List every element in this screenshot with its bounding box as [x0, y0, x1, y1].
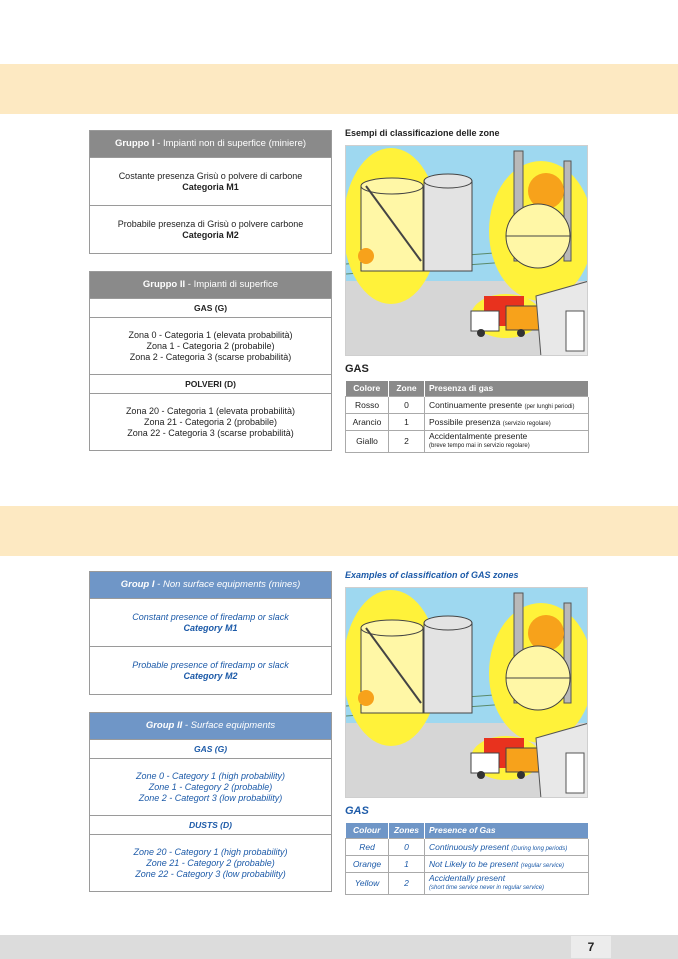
it-group1-row2-text: Probabile presenza di Grisù o polvere carbone [117, 218, 304, 229]
table-header-row [346, 381, 589, 396]
presence-text: Continuously present [429, 841, 509, 852]
table-row [346, 855, 589, 872]
it-dust-zone-line: Zona 21 - Categoria 2 (probabile) [143, 416, 278, 427]
color-cell: Giallo [346, 430, 389, 452]
it-group1-row1-text: Costante presenza Grisù o polvere di carbone [118, 170, 303, 181]
top-band [0, 64, 678, 114]
en-group1-row1 [90, 598, 331, 646]
presence-text: Accidentally present [429, 873, 506, 883]
en-gas-title: GAS [345, 805, 369, 817]
en-gas-zone-line: Zone 0 - Category 1 (high probability) [135, 770, 286, 781]
it-gas-zone-line: Zona 0 - Categoria 1 (elevata probabilità) [128, 329, 293, 340]
en-gas-label: GAS (G) [90, 739, 331, 758]
en-gas-zones [90, 758, 331, 815]
en-group1-row1-category: Category M1 [183, 622, 238, 633]
color-cell: Yellow [346, 872, 389, 894]
presence-text: Accidentalmente presente [429, 431, 528, 441]
en-group2-title-rest: - Surface equipments [182, 720, 276, 731]
table-header-row [346, 823, 589, 838]
hazard-zone-illustration [346, 146, 588, 356]
en-group1-row1-text: Constant presence of firedamp or slack [132, 611, 289, 622]
en-gas-zone-line: Zone 1 - Category 2 (probable) [148, 781, 273, 792]
it-group1-row2 [90, 205, 331, 253]
zone-cell: 1 [389, 855, 425, 872]
table-row [346, 872, 589, 894]
it-zone-illustration [345, 145, 588, 356]
it-gas-title: GAS [345, 363, 369, 375]
en-dust-label: DUSTS (D) [90, 815, 331, 834]
en-group1-title-bold: Group I [120, 579, 155, 590]
presence-cell [425, 872, 589, 894]
it-group1-row1 [90, 157, 331, 205]
it-group2-box [89, 271, 332, 451]
color-cell: Rosso [346, 396, 389, 413]
it-dust-zones [90, 393, 331, 450]
it-group1-row1-category: Categoria M1 [182, 181, 239, 192]
en-group1-box [89, 571, 332, 695]
it-group2-header [90, 272, 331, 298]
en-group2-title-bold: Group II [145, 720, 183, 731]
it-group1-title-bold: Gruppo I [114, 138, 155, 149]
it-caption: Esempi di classificazione delle zone [345, 128, 500, 138]
column-header: Presence of Gas [425, 823, 589, 838]
hazard-zone-illustration [346, 588, 588, 798]
it-dust-zone-line: Zona 22 - Categoria 3 (scarse probabilità) [127, 427, 294, 438]
presence-note: (breve tempo mai in servizio regolare) [429, 443, 530, 449]
presence-cell [425, 396, 589, 413]
page-number: 7 [571, 936, 611, 958]
en-group1-header [90, 572, 331, 598]
presence-note: (regular service) [520, 862, 565, 869]
zone-cell: 1 [389, 413, 425, 430]
en-dust-zone-line: Zone 20 - Category 1 (high probability) [133, 846, 288, 857]
column-header: Presenza di gas [425, 381, 589, 396]
it-group1-header [90, 131, 331, 157]
it-gas-zones [90, 317, 331, 374]
column-header: Colore [346, 381, 389, 396]
presence-cell [425, 430, 589, 452]
presence-cell [425, 838, 589, 855]
zone-cell: 0 [389, 396, 425, 413]
table-row [346, 396, 589, 413]
it-group2-title-bold: Gruppo II [142, 279, 186, 290]
en-dust-zone-line: Zone 21 - Category 2 (probable) [146, 857, 275, 868]
presence-text: Not Likely to be present [429, 858, 519, 869]
color-cell: Red [346, 838, 389, 855]
en-group1-title-rest: - Non surface equipments (mines) [154, 579, 301, 590]
en-caption: Examples of classification of GAS zones [345, 570, 519, 580]
it-dust-label: POLVERI (D) [90, 374, 331, 393]
zone-cell: 2 [389, 872, 425, 894]
it-gas-zone-line: Zona 1 - Categoria 2 (probabile) [146, 340, 275, 351]
it-gas-table [345, 381, 589, 453]
it-group2-title-rest: - Impianti di superfice [185, 279, 279, 290]
it-group1-box [89, 130, 332, 254]
column-header: Zone [389, 381, 425, 396]
table-row [346, 838, 589, 855]
en-group1-row2 [90, 646, 331, 694]
column-header: Zones [389, 823, 425, 838]
presence-note: (short time service never in regular service) [429, 885, 545, 891]
presence-cell [425, 413, 589, 430]
zone-cell: 0 [389, 838, 425, 855]
en-gas-table [345, 823, 589, 895]
color-cell: Orange [346, 855, 389, 872]
middle-band [0, 506, 678, 556]
presence-note: (servizio regolare) [502, 420, 551, 427]
table-row [346, 413, 589, 430]
presence-text: Possibile presenza [429, 416, 501, 427]
en-zone-illustration [345, 587, 588, 798]
en-gas-zone-line: Zone 2 - Categort 3 (low probability) [138, 792, 283, 803]
en-group2-box [89, 712, 332, 892]
en-group1-row2-category: Category M2 [183, 670, 238, 681]
presence-text: Continuamente presente [429, 399, 523, 410]
en-dust-zones [90, 834, 331, 891]
it-group1-title-rest: - Impianti non di superfice (miniere) [154, 138, 307, 149]
it-dust-zone-line: Zona 20 - Categoria 1 (elevata probabilità) [125, 405, 296, 416]
en-dust-zone-line: Zone 22 - Category 3 (low probability) [135, 868, 286, 879]
color-cell: Arancio [346, 413, 389, 430]
it-group1-row2-category: Categoria M2 [182, 229, 239, 240]
en-group2-header [90, 713, 331, 739]
column-header: Colour [346, 823, 389, 838]
it-gas-label: GAS (G) [90, 298, 331, 317]
presence-cell [425, 855, 589, 872]
en-group1-row2-text: Probable presence of firedamp or slack [132, 659, 289, 670]
zone-cell: 2 [389, 430, 425, 452]
presence-note: (During long periods) [511, 845, 568, 852]
it-gas-zone-line: Zona 2 - Categoria 3 (scarse probabilità) [129, 351, 292, 362]
table-row [346, 430, 589, 452]
presence-note: (per lunghi periodi) [524, 403, 575, 410]
